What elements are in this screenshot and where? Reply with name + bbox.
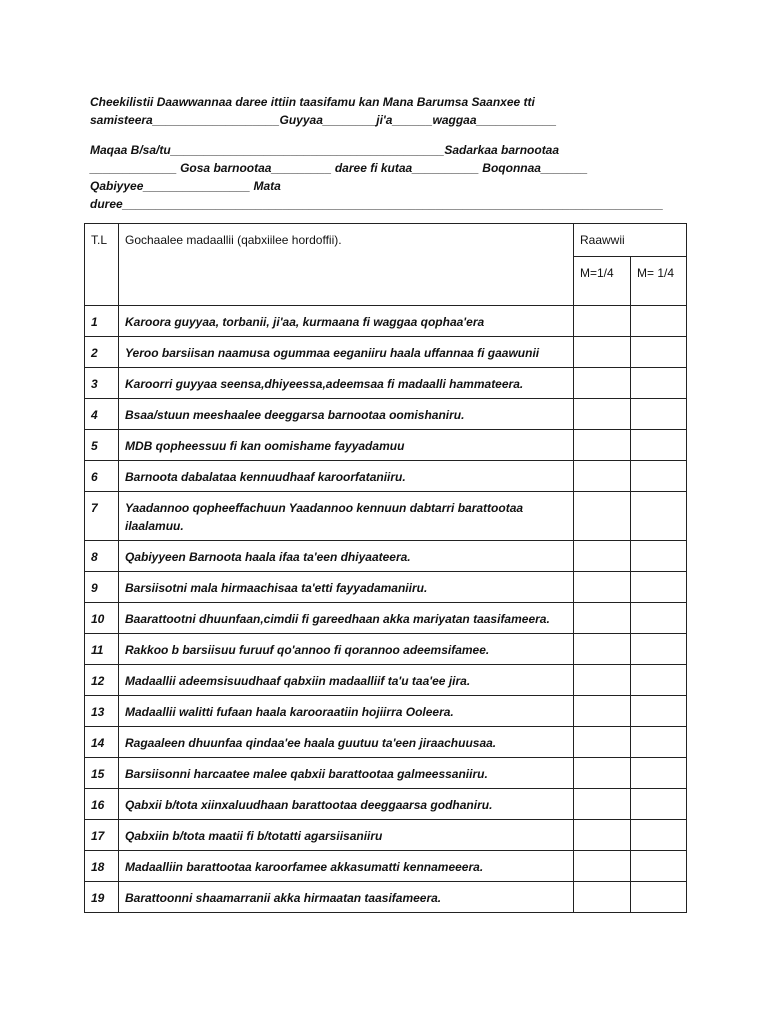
criterion-text: MDB qopheessuu fi kan oomishame fayyadamuu bbox=[119, 430, 574, 461]
row-number: 4 bbox=[85, 399, 119, 430]
criterion-text: Karoora guyyaa, torbanii, ji'aa, kurmaana fi waggaa qophaa'era bbox=[119, 306, 574, 337]
rating-cell-m2[interactable] bbox=[631, 696, 687, 727]
criterion-text: Rakkoo b barsiisuu furuuf qo'annoo fi qorannoo adeemsifamee. bbox=[119, 634, 574, 665]
table-row bbox=[85, 820, 687, 851]
criterion-text: Barsiisotni mala hirmaachisaa ta'etti fayyadamaniiru. bbox=[119, 572, 574, 603]
rating-cell-m1[interactable] bbox=[574, 603, 631, 634]
row-number: 5 bbox=[85, 430, 119, 461]
table-header-row bbox=[85, 224, 687, 257]
criterion-text: Karoorri guyyaa seensa,dhiyeessa,adeemsaa fi madaalli hammateera. bbox=[119, 368, 574, 399]
column-header-number: T.L bbox=[85, 224, 119, 306]
row-number: 13 bbox=[85, 696, 119, 727]
rating-cell-m2[interactable] bbox=[631, 634, 687, 665]
table-row bbox=[85, 603, 687, 634]
table-row bbox=[85, 851, 687, 882]
rating-cell-m2[interactable] bbox=[631, 820, 687, 851]
rating-cell-m2[interactable] bbox=[631, 337, 687, 368]
table-row bbox=[85, 572, 687, 603]
table-row bbox=[85, 727, 687, 758]
table-row bbox=[85, 758, 687, 789]
header-topic-line: duree_________________________________________________________________________________ bbox=[90, 197, 664, 211]
row-number: 1 bbox=[85, 306, 119, 337]
row-number: 2 bbox=[85, 337, 119, 368]
observation-checklist-table bbox=[84, 223, 687, 913]
rating-cell-m1[interactable] bbox=[574, 430, 631, 461]
rating-cell-m2[interactable] bbox=[631, 399, 687, 430]
table-row bbox=[85, 399, 687, 430]
row-number: 6 bbox=[85, 461, 119, 492]
table-row bbox=[85, 665, 687, 696]
criterion-text: Barnoota dabalataa kennuudhaaf karoorfataniiru. bbox=[119, 461, 574, 492]
rating-cell-m1[interactable] bbox=[574, 789, 631, 820]
column-header-m1: M=1/4 bbox=[574, 257, 631, 306]
rating-cell-m2[interactable] bbox=[631, 727, 687, 758]
row-number: 18 bbox=[85, 851, 119, 882]
table-row bbox=[85, 461, 687, 492]
column-header-rating: Raawwii bbox=[574, 224, 687, 257]
rating-cell-m1[interactable] bbox=[574, 572, 631, 603]
rating-cell-m1[interactable] bbox=[574, 634, 631, 665]
criterion-text: Barsiisonni harcaatee malee qabxii barattootaa galmeessaniiru. bbox=[119, 758, 574, 789]
rating-cell-m1[interactable] bbox=[574, 492, 631, 541]
criterion-text: Qabxii b/tota xiinxaluudhaan barattootaa deeggaarsa godhaniru. bbox=[119, 789, 574, 820]
header-content-line: Qabiyyee________________ Mata bbox=[90, 179, 281, 193]
table-row bbox=[85, 634, 687, 665]
rating-cell-m2[interactable] bbox=[631, 789, 687, 820]
rating-cell-m2[interactable] bbox=[631, 665, 687, 696]
rating-cell-m1[interactable] bbox=[574, 696, 631, 727]
header-semester-date-line: samisteera___________________Guyyaa________ji'a______waggaa____________ bbox=[90, 113, 557, 127]
row-number: 10 bbox=[85, 603, 119, 634]
header-subject-class-line: _____________ Gosa barnootaa_________ daree fi kutaa__________ Boqonnaa_______ bbox=[90, 161, 588, 175]
rating-cell-m1[interactable] bbox=[574, 368, 631, 399]
row-number: 8 bbox=[85, 541, 119, 572]
row-number: 14 bbox=[85, 727, 119, 758]
rating-cell-m1[interactable] bbox=[574, 541, 631, 572]
table-row bbox=[85, 882, 687, 913]
row-number: 3 bbox=[85, 368, 119, 399]
criterion-text: Yeroo barsiisan naamusa ogummaa eeganiiru haala uffannaa fi gaawunii bbox=[119, 337, 574, 368]
criterion-text: Qabxiin b/tota maatii fi b/totatti agarsiisaniiru bbox=[119, 820, 574, 851]
column-header-m2: M= 1/4 bbox=[631, 257, 687, 306]
table-row bbox=[85, 696, 687, 727]
rating-cell-m2[interactable] bbox=[631, 461, 687, 492]
column-header-criteria: Gochaalee madaallii (qabxiilee hordoffii). bbox=[119, 224, 574, 306]
table-row bbox=[85, 430, 687, 461]
row-number: 15 bbox=[85, 758, 119, 789]
rating-cell-m1[interactable] bbox=[574, 399, 631, 430]
criterion-text: Yaadannoo qopheeffachuun Yaadannoo kennuun dabtarri barattootaa ilaalamuu. bbox=[119, 492, 574, 541]
row-number: 12 bbox=[85, 665, 119, 696]
rating-cell-m2[interactable] bbox=[631, 541, 687, 572]
table-row bbox=[85, 541, 687, 572]
criterion-text: Madaallii walitti fufaan haala karooraatiin hojiirra Ooleera. bbox=[119, 696, 574, 727]
row-number: 19 bbox=[85, 882, 119, 913]
row-number: 17 bbox=[85, 820, 119, 851]
rating-cell-m2[interactable] bbox=[631, 758, 687, 789]
rating-cell-m2[interactable] bbox=[631, 603, 687, 634]
table-row bbox=[85, 306, 687, 337]
header-title-line: Cheekilistii Daawwannaa daree ittiin taasifamu kan Mana Barumsa Saanxee tti bbox=[90, 95, 535, 109]
table-row bbox=[85, 789, 687, 820]
criterion-text: Madaalliin barattootaa karoorfamee akkasumatti kennameeera. bbox=[119, 851, 574, 882]
rating-cell-m1[interactable] bbox=[574, 461, 631, 492]
rating-cell-m2[interactable] bbox=[631, 882, 687, 913]
rating-cell-m2[interactable] bbox=[631, 368, 687, 399]
table-row bbox=[85, 492, 687, 541]
row-number: 11 bbox=[85, 634, 119, 665]
rating-cell-m1[interactable] bbox=[574, 665, 631, 696]
rating-cell-m2[interactable] bbox=[631, 306, 687, 337]
criterion-text: Qabiyyeen Barnoota haala ifaa ta'een dhiyaateera. bbox=[119, 541, 574, 572]
criterion-text: Ragaaleen dhuunfaa qindaa'ee haala guutuu ta'een jiraachuusaa. bbox=[119, 727, 574, 758]
criterion-text: Barattoonni shaamarranii akka hirmaatan taasifameera. bbox=[119, 882, 574, 913]
rating-cell-m1[interactable] bbox=[574, 882, 631, 913]
table-row bbox=[85, 337, 687, 368]
criterion-text: Madaallii adeemsisuudhaaf qabxiin madaalliif ta'u taa'ee jira. bbox=[119, 665, 574, 696]
header-school-grade-line: Maqaa B/sa/tu_________________________________________Sadarkaa barnootaa bbox=[90, 143, 560, 157]
rating-cell-m1[interactable] bbox=[574, 851, 631, 882]
rating-cell-m2[interactable] bbox=[631, 851, 687, 882]
row-number: 7 bbox=[85, 492, 119, 541]
rating-cell-m1[interactable] bbox=[574, 758, 631, 789]
rating-cell-m1[interactable] bbox=[574, 727, 631, 758]
rating-cell-m2[interactable] bbox=[631, 430, 687, 461]
row-number: 9 bbox=[85, 572, 119, 603]
rating-cell-m1[interactable] bbox=[574, 820, 631, 851]
rating-cell-m2[interactable] bbox=[631, 572, 687, 603]
rating-cell-m1[interactable] bbox=[574, 306, 631, 337]
criterion-text: Baarattootni dhuunfaan,cimdii fi gareedhaan akka mariyatan taasifameera. bbox=[119, 603, 574, 634]
rating-cell-m1[interactable] bbox=[574, 337, 631, 368]
row-number: 16 bbox=[85, 789, 119, 820]
table-row bbox=[85, 368, 687, 399]
rating-cell-m2[interactable] bbox=[631, 492, 687, 541]
criterion-text: Bsaa/stuun meeshaalee deeggarsa barnootaa oomishaniru. bbox=[119, 399, 574, 430]
